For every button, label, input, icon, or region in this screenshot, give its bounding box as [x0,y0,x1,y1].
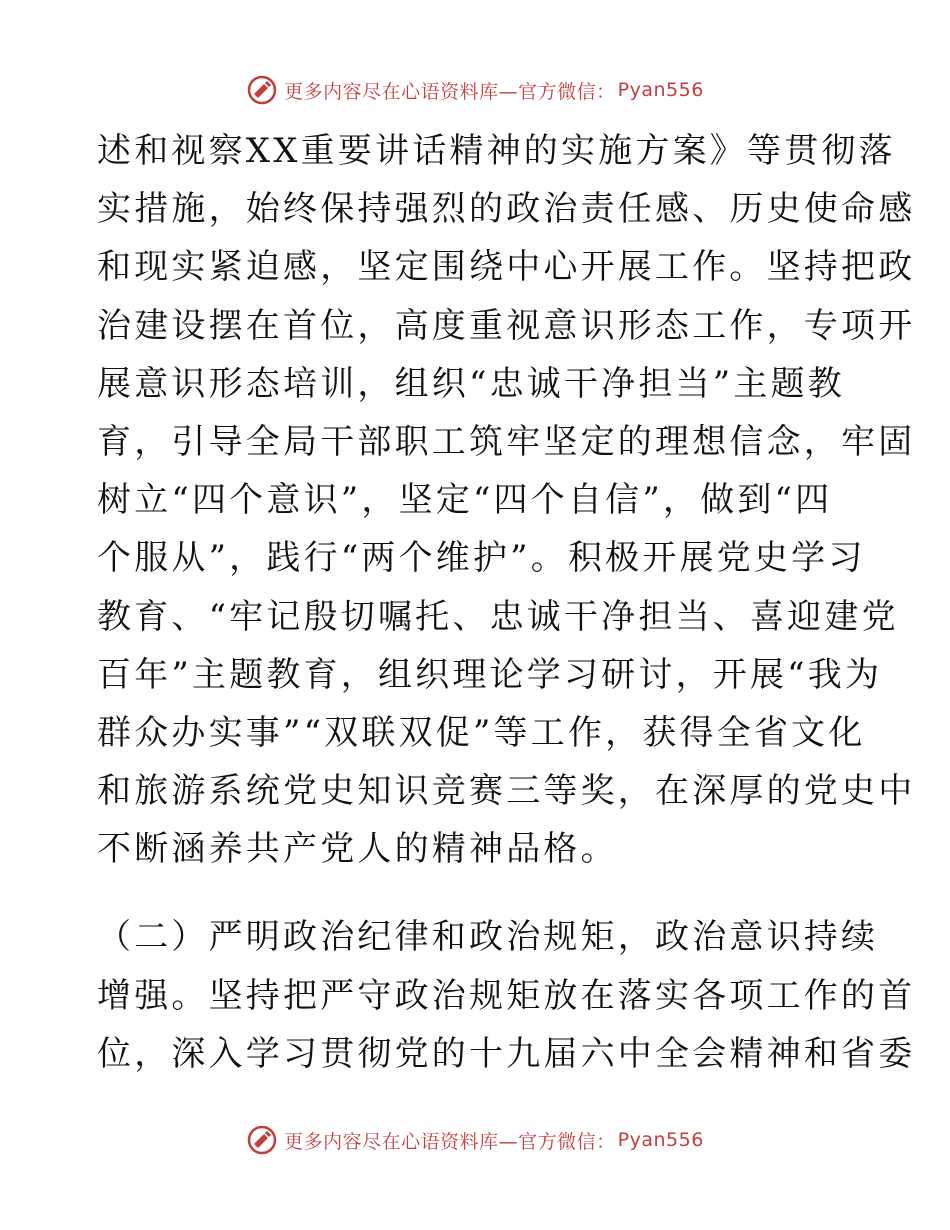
document-body [97,122,916,1083]
library-logo-icon [246,74,278,106]
library-logo-icon [246,1124,278,1156]
watermark-text: 更多内容尽在心语资料库—官方微信： [284,1130,616,1153]
text-line: 群众办实事”“双联双促”等工作，获得全省文化 [97,712,866,753]
header-watermark [0,74,950,106]
text-line: 展意识形态培训，组织“忠诚干净担当”主题教 [97,363,845,404]
text-line: 树立“四个意识”，坚定“四个自信”，做到“四 [97,480,833,521]
footer-watermark [0,1124,950,1156]
text-line: 位，深入学习贯彻党的十九届六中全会精神和省委 [97,1033,916,1074]
text-line: 和现实紧迫感，坚定围绕中心开展工作。坚持把政 [97,247,916,288]
watermark-handle: Pyan556 [617,79,704,101]
text-line: 增强。坚持把严守政治规矩放在落实各项工作的首 [97,975,916,1016]
text-line: 育，引导全局干部职工筑牢坚定的理想信念，牢固 [97,421,916,462]
text-line: 个服从”，践行“两个维护”。积极开展党史学习 [97,538,866,579]
text-line: 教育、“牢记殷切嘱托、忠诚干净担当、喜迎建党 [97,596,899,637]
section-heading-line: （二）严明政治纪律和政治规矩，政治意识持续 [97,917,879,958]
text-line: 实措施，始终保持强烈的政治责任感、历史使命感 [97,189,916,230]
watermark-text: 更多内容尽在心语资料库—官方微信： [284,80,616,103]
paragraph-gap [97,878,857,908]
watermark-handle: Pyan556 [617,1129,704,1151]
text-line: 述和视察XX重要讲话精神的实施方案》等贯彻落 [97,131,896,171]
text-line: 不断涵养共产党人的精神品格。 [97,829,618,870]
text-line: 百年”主题教育，组织理论学习研讨，开展“我为 [97,654,883,695]
text-line: 和旅游系统党史知识竞赛三等奖，在深厚的党史中 [97,771,916,812]
text-line: 治建设摆在首位，高度重视意识形态工作，专项开 [97,305,916,346]
